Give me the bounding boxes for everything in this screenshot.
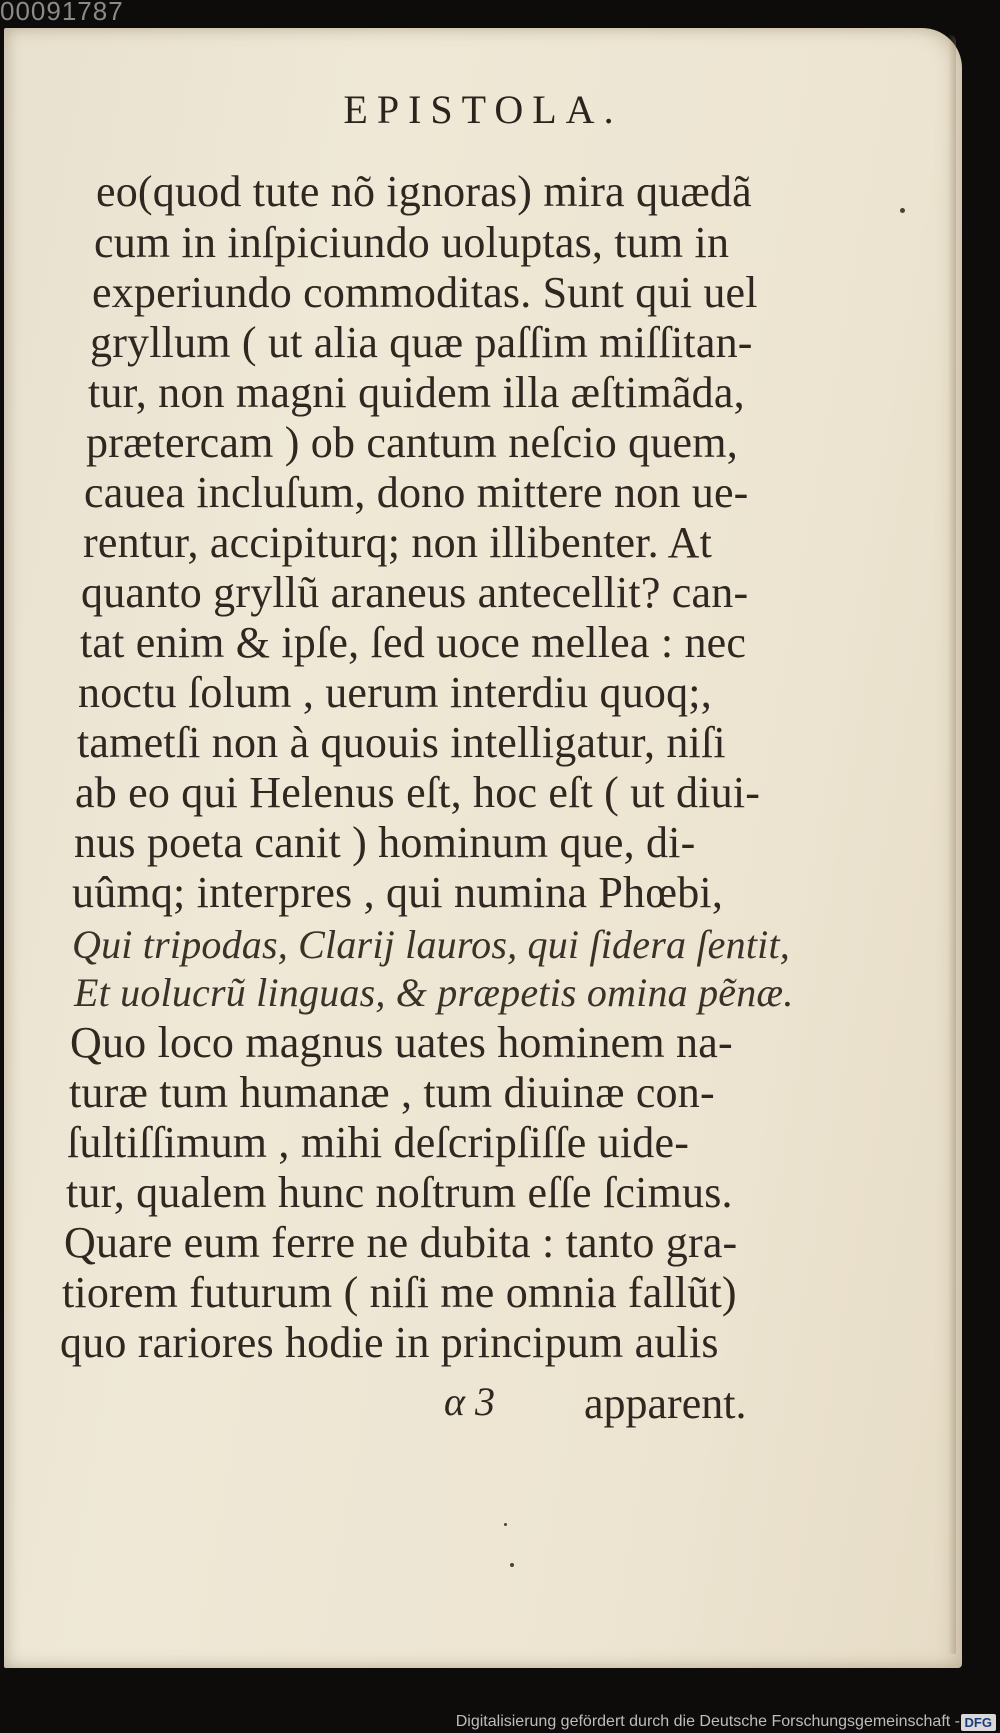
text-line: eo(quod tute nõ ignoras) mira quædã bbox=[96, 167, 752, 216]
scan-id: 00091787 bbox=[0, 0, 124, 26]
dfg-logo: DFG bbox=[961, 1714, 996, 1731]
text-line: tametſi non à quouis intelligatur, niſi bbox=[77, 718, 726, 767]
text-line: rentur, accipiturq; non illibenter. At bbox=[83, 518, 713, 567]
text-line: cum in inſpiciundo uoluptas, tum in bbox=[94, 218, 730, 267]
digitization-credit: Digitalisierung gefördert durch die Deutsche Forschungsgemeinschaft - bbox=[455, 1713, 960, 1730]
text-line: cauea incluſum, dono mittere non ue- bbox=[84, 468, 749, 517]
signature-mark: α 3 bbox=[444, 1379, 495, 1424]
text-line: Quo loco magnus uates hominem na- bbox=[70, 1018, 733, 1067]
text-line: quanto gryllũ araneus antecellit? can- bbox=[81, 568, 749, 617]
text-line: prætercam ) ob cantum neſcio quem, bbox=[86, 418, 738, 467]
running-head: EPISTOLA. bbox=[343, 87, 623, 132]
text-line: ſultiſſimum , mihi deſcripſiſſe uide- bbox=[67, 1118, 690, 1167]
text-line: experiundo commoditas. Sunt qui uel bbox=[92, 268, 758, 317]
verse-line: Et uolucrũ linguas, & præpetis omina pẽnæ. bbox=[74, 970, 794, 1015]
paper-speck bbox=[900, 208, 905, 213]
verse-line: Qui tripodas, Clarij lauros, qui ſidera ſentit, bbox=[72, 922, 790, 967]
text-line: gryllum ( ut alia quæ paſſim miſſitan- bbox=[90, 318, 753, 367]
text-line: nus poeta canit ) hominum que, di- bbox=[74, 818, 696, 867]
text-line: turæ tum humanæ , tum diuinæ con- bbox=[69, 1068, 715, 1117]
book-page bbox=[4, 28, 962, 1668]
paper-speck bbox=[504, 1523, 507, 1526]
catchword: apparent. bbox=[584, 1379, 747, 1428]
text-line: ab eo qui Helenus eſt, hoc eſt ( ut diui- bbox=[75, 768, 761, 817]
text-line: tur, non magni quidem illa æſtimãda, bbox=[88, 368, 745, 417]
text-line: quo rariores hodie in principum aulis bbox=[60, 1318, 719, 1367]
text-line: noctu ſolum , uerum interdiu quoq;, bbox=[78, 668, 712, 717]
text-line: uûmq; interpres , qui numina Phœbi, bbox=[72, 868, 724, 917]
paper-speck bbox=[510, 1563, 514, 1567]
text-line: tur, qualem hunc noſtrum eſſe ſcimus. bbox=[66, 1168, 733, 1217]
text-line: tiorem futurum ( niſi me omnia fallũt) bbox=[62, 1268, 737, 1317]
text-line: tat enim & ipſe, ſed uoce mellea : nec bbox=[80, 618, 747, 667]
text-line: Quare eum ferre ne dubita : tanto gra- bbox=[64, 1218, 738, 1267]
